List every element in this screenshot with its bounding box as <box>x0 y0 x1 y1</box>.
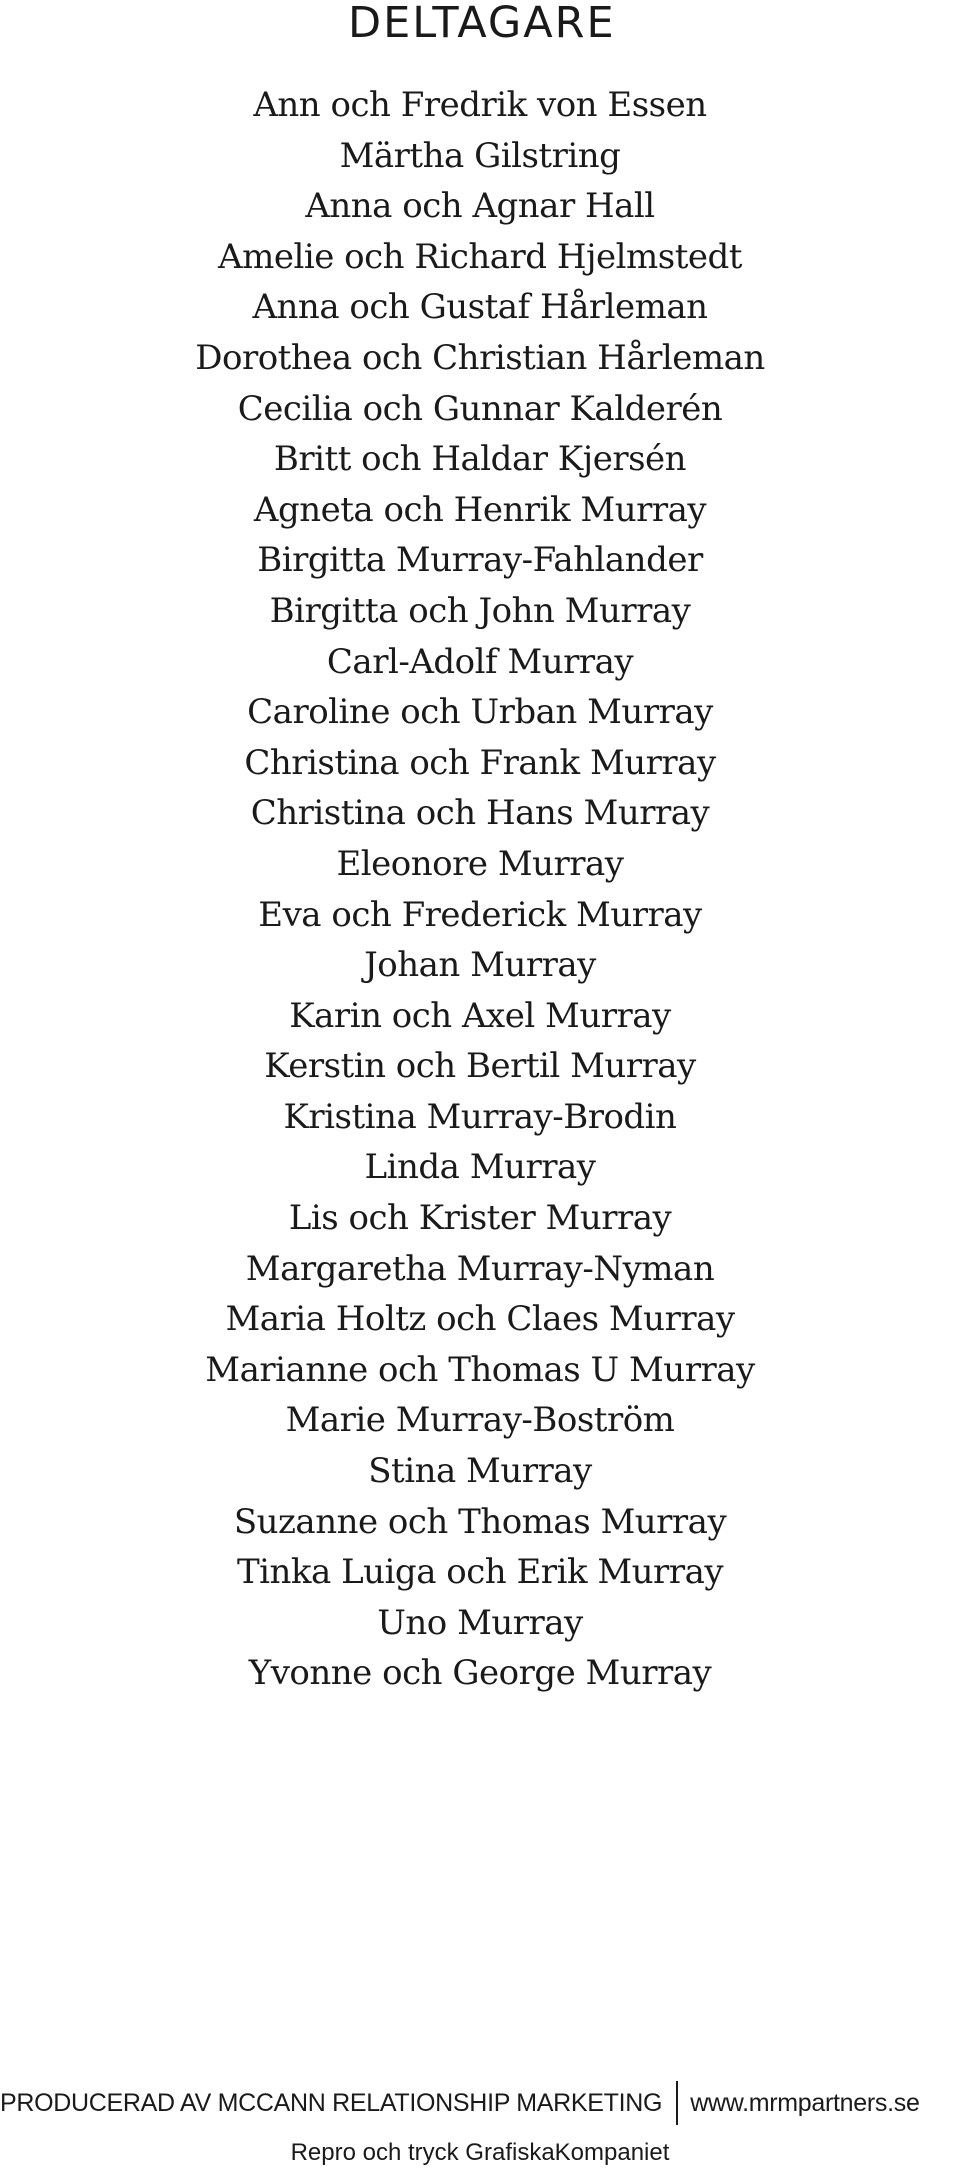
participant-name: Uno Murray <box>377 1602 583 1643</box>
participant-name: Birgitta och John Murray <box>269 590 691 631</box>
participant-name: Amelie och Richard Hjelmstedt <box>218 236 742 277</box>
participant-name: Karin och Axel Murray <box>289 995 671 1036</box>
page-title: DELTAGARE <box>348 0 616 48</box>
participant-name: Suzanne och Thomas Murray <box>233 1501 727 1542</box>
footer-credit <box>0 2081 960 2125</box>
participant-name: Agneta och Henrik Murray <box>253 489 707 530</box>
website-url: www.mrmpartners.se <box>690 2088 920 2117</box>
print-credit: Repro och tryck GrafiskaKompaniet <box>290 2139 670 2166</box>
participant-name: Britt och Haldar Kjersén <box>273 439 687 480</box>
participant-name: Maria Holtz och Claes Murray <box>225 1299 735 1340</box>
participant-list <box>100 80 860 1699</box>
participant-name: Birgitta Murray-Fahlander <box>257 540 703 581</box>
participant-name: Kristina Murray-Brodin <box>283 1096 677 1137</box>
participant-name: Marie Murray-Boström <box>285 1400 675 1441</box>
participant-name: Christina och Frank Murray <box>244 742 716 783</box>
participant-name: Linda Murray <box>364 1147 596 1188</box>
participant-name: Margaretha Murray-Nyman <box>245 1248 715 1289</box>
producer-credit: PRODUCERAD AV MCCANN RELATIONSHIP MARKETING <box>0 2088 663 2117</box>
participant-name: Johan Murray <box>364 945 596 986</box>
participant-name: Stina Murray <box>368 1451 592 1492</box>
participant-name: Yvonne och George Murray <box>248 1653 712 1694</box>
participant-name: Kerstin och Bertil Murray <box>264 1046 696 1087</box>
participant-name: Caroline och Urban Murray <box>247 692 713 733</box>
participant-name: Tinka Luiga och Erik Murray <box>236 1552 724 1593</box>
participant-name: Anna och Agnar Hall <box>305 186 655 227</box>
participant-name: Eleonore Murray <box>336 843 624 884</box>
participant-name: Anna och Gustaf Hårleman <box>252 287 708 328</box>
participant-name: Carl-Adolf Murray <box>326 641 634 682</box>
footer-divider <box>676 2081 678 2125</box>
participant-name: Märtha Gilstring <box>339 135 621 176</box>
participant-name: Dorothea och Christian Hårleman <box>195 337 765 378</box>
participant-name: Ann och Fredrik von Essen <box>253 85 707 125</box>
participant-name: Marianne och Thomas U Murray <box>205 1349 755 1390</box>
participant-name: Cecilia och Gunnar Kalderén <box>237 388 723 429</box>
participant-name: Lis och Krister Murray <box>288 1198 672 1239</box>
participant-name: Eva och Frederick Murray <box>258 894 702 935</box>
participant-name: Christina och Hans Murray <box>250 793 710 834</box>
